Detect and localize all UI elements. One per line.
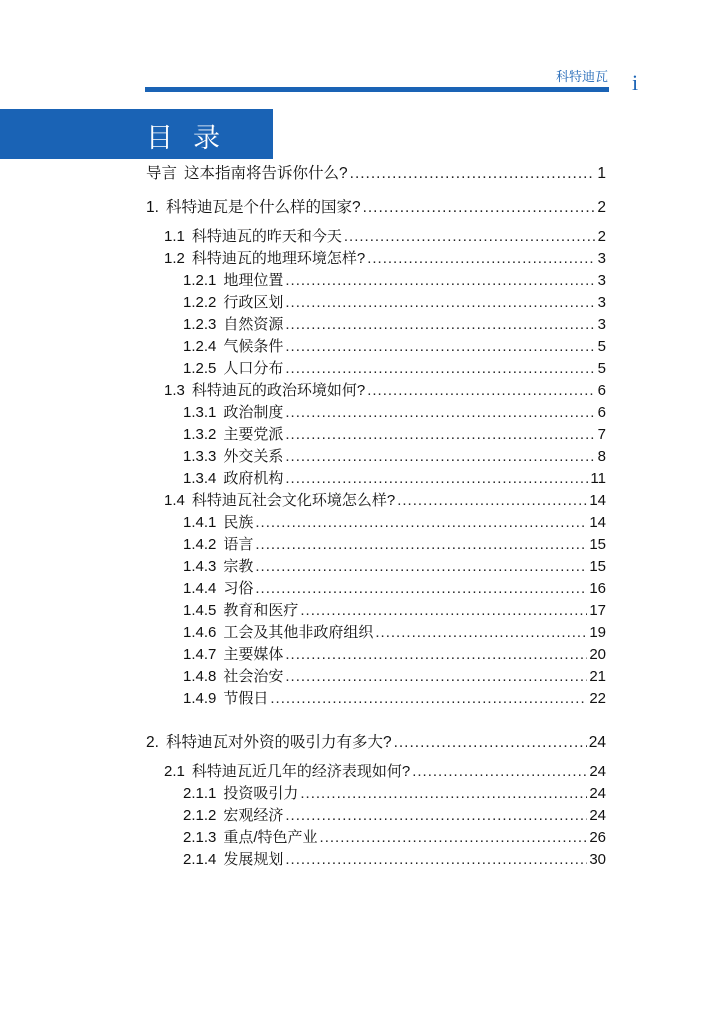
toc-entry-page: 7 [597, 426, 606, 443]
toc-entry-title: 工会及其他非政府组织 [223, 624, 374, 641]
toc-entry-page: 24 [589, 763, 606, 780]
toc-entry-page: 16 [589, 580, 606, 597]
toc-entry[interactable] [146, 336, 606, 358]
toc-leader-dots [285, 314, 595, 336]
toc-entry-number: 1. [146, 199, 159, 216]
toc-entry-title: 节假日 [223, 690, 269, 707]
toc-entry[interactable] [146, 644, 606, 666]
toc-leader-dots [375, 622, 587, 644]
toc-entry[interactable] [146, 761, 606, 783]
toc-entry-number: 1.4.7 [183, 646, 217, 663]
toc-entry-title: 宏观经济 [223, 807, 284, 824]
toc-entry-title: 这本指南将告诉你什么? [184, 165, 348, 182]
toc-leader-dots [412, 761, 587, 783]
toc-entry-title: 重点/特色产业 [223, 829, 318, 846]
toc-leader-dots [285, 468, 588, 490]
toc-entry[interactable] [146, 402, 606, 424]
toc-entry-page: 8 [597, 448, 606, 465]
toc-spacer [146, 219, 606, 226]
toc-entry-number: 2.1.4 [183, 851, 217, 868]
toc-leader-dots [397, 490, 587, 512]
toc-entry[interactable] [146, 578, 606, 600]
toc-entry[interactable] [146, 248, 606, 270]
toc-entry-title: 习俗 [223, 580, 254, 597]
toc-entry-number: 1.2.5 [183, 360, 217, 377]
toc-entry-number: 2.1.3 [183, 829, 217, 846]
toc-leader-dots [285, 358, 595, 380]
toc-entry-number: 1.4.1 [183, 514, 217, 531]
toc-entry-title: 政府机构 [223, 470, 284, 487]
toc-heading: 目录 [146, 123, 240, 153]
toc-entry[interactable] [146, 314, 606, 336]
toc-entry-number: 1.2 [164, 250, 185, 267]
toc-entry-page: 24 [589, 785, 606, 802]
toc-leader-dots [367, 248, 595, 270]
toc-leader-dots [255, 578, 587, 600]
toc-entry-title: 宗教 [223, 558, 254, 575]
toc-entry-page: 15 [589, 558, 606, 575]
toc-entry-page: 21 [589, 668, 606, 685]
toc-leader-dots [270, 688, 587, 710]
toc-entry-number: 1.4.8 [183, 668, 217, 685]
toc-leader-dots [255, 534, 587, 556]
toc-entry[interactable] [146, 380, 606, 402]
toc-entry-title: 投资吸引力 [223, 785, 299, 802]
toc-entry-title: 主要党派 [223, 426, 284, 443]
toc-entry-page: 3 [597, 272, 606, 289]
toc-entry-title: 科特迪瓦是个什么样的国家? [165, 199, 361, 216]
toc-entry-title: 教育和医疗 [223, 602, 299, 619]
toc-leader-dots [255, 512, 587, 534]
toc-entry[interactable] [146, 783, 606, 805]
toc-entry-number: 1.4.6 [183, 624, 217, 641]
toc-entry[interactable] [146, 292, 606, 314]
toc-entry[interactable] [146, 688, 606, 710]
toc-entry-number: 1.4 [164, 492, 185, 509]
toc-spacer [146, 185, 606, 197]
toc-entry-title: 民族 [223, 514, 254, 531]
toc-entry-page: 5 [597, 360, 606, 377]
toc-leader-dots [285, 424, 595, 446]
toc-entry-title: 发展规划 [223, 851, 284, 868]
toc-entry-number: 1.3.2 [183, 426, 217, 443]
toc-entry[interactable] [146, 358, 606, 380]
toc-entry-page: 14 [589, 492, 606, 509]
toc-entry[interactable] [146, 805, 606, 827]
toc-entry-title: 自然资源 [223, 316, 284, 333]
toc-spacer [146, 710, 606, 732]
toc-entry-title: 科特迪瓦的地理环境怎样? [191, 250, 366, 267]
toc-entry-title: 科特迪瓦社会文化环境怎么样? [191, 492, 396, 509]
toc-entry-title: 语言 [223, 536, 254, 553]
toc-entry-page: 20 [589, 646, 606, 663]
toc-entry-number: 1.4.4 [183, 580, 217, 597]
toc-leader-dots [367, 380, 595, 402]
toc-entry-page: 3 [597, 250, 606, 267]
toc-entry-page: 14 [589, 514, 606, 531]
toc-entry[interactable] [146, 732, 606, 754]
toc-entry-number: 1.4.5 [183, 602, 217, 619]
toc-entry-number: 1.4.9 [183, 690, 217, 707]
toc-leader-dots [285, 644, 587, 666]
toc-entry[interactable] [146, 556, 606, 578]
toc-entry-page: 6 [597, 382, 606, 399]
toc-leader-dots [350, 163, 596, 185]
toc-entry-title: 气候条件 [223, 338, 284, 355]
toc-entry-page: 1 [597, 165, 606, 182]
toc-entry-title: 人口分布 [223, 360, 284, 377]
toc-entry[interactable] [146, 446, 606, 468]
toc-entry-number: 1.4.3 [183, 558, 217, 575]
toc-entry-page: 3 [597, 294, 606, 311]
toc-leader-dots [285, 446, 595, 468]
toc-entry[interactable] [146, 512, 606, 534]
toc-entry-number: 1.3.4 [183, 470, 217, 487]
toc-entry-title: 科特迪瓦近几年的经济表现如何? [191, 763, 411, 780]
toc-entry-page: 15 [589, 536, 606, 553]
toc-entry[interactable] [146, 270, 606, 292]
toc-entry-title: 地理位置 [223, 272, 284, 289]
toc-entry-title: 科特迪瓦的昨天和今天 [191, 228, 342, 245]
toc-leader-dots [285, 292, 595, 314]
toc-leader-dots [285, 849, 587, 871]
toc-entry-title: 主要媒体 [223, 646, 284, 663]
toc-leader-dots [285, 402, 595, 424]
toc-entry-title: 社会治安 [223, 668, 284, 685]
toc-entry-page: 2 [597, 199, 606, 216]
toc-entry-number: 2.1.1 [183, 785, 217, 802]
table-of-contents [146, 163, 606, 871]
toc-leader-dots [320, 827, 588, 849]
header-rule [145, 87, 609, 92]
toc-leader-dots [300, 783, 587, 805]
toc-entry-page: 11 [590, 470, 606, 487]
toc-leader-dots [363, 197, 596, 219]
toc-entry-number: 1.2.4 [183, 338, 217, 355]
toc-entry-page: 17 [589, 602, 606, 619]
toc-leader-dots [285, 270, 595, 292]
toc-entry-page: 19 [589, 624, 606, 641]
toc-entry-page: 24 [588, 734, 606, 751]
toc-entry-title: 外交关系 [223, 448, 284, 465]
toc-entry[interactable] [146, 468, 606, 490]
toc-entry[interactable] [146, 666, 606, 688]
toc-entry[interactable] [146, 424, 606, 446]
toc-entry[interactable] [146, 490, 606, 512]
toc-leader-dots [255, 556, 587, 578]
toc-entry-page: 6 [597, 404, 606, 421]
toc-entry-page: 3 [597, 316, 606, 333]
toc-entry[interactable] [146, 849, 606, 871]
toc-spacer [146, 754, 606, 761]
toc-entry-page: 24 [589, 807, 606, 824]
toc-entry-title: 科特迪瓦的政治环境如何? [191, 382, 366, 399]
toc-entry-number: 1.3.3 [183, 448, 217, 465]
toc-entry-page: 2 [597, 228, 606, 245]
toc-entry[interactable] [146, 163, 606, 185]
toc-leader-dots [285, 666, 587, 688]
toc-entry-number: 1.4.2 [183, 536, 217, 553]
toc-entry-number: 1.2.3 [183, 316, 217, 333]
toc-entry[interactable] [146, 534, 606, 556]
toc-entry-title: 行政区划 [223, 294, 284, 311]
toc-entry-title: 科特迪瓦对外资的吸引力有多大? [165, 734, 392, 751]
toc-entry[interactable] [146, 827, 606, 849]
toc-entry-number: 1.2.2 [183, 294, 217, 311]
toc-entry-number: 2.1 [164, 763, 185, 780]
toc-leader-dots [394, 732, 587, 754]
toc-entry[interactable] [146, 600, 606, 622]
toc-entry[interactable] [146, 622, 606, 644]
toc-entry-number: 2.1.2 [183, 807, 217, 824]
toc-entry[interactable] [146, 197, 606, 219]
toc-entry-number: 2. [146, 734, 159, 751]
toc-entry-number: 1.3.1 [183, 404, 217, 421]
toc-entry-number: 1.1 [164, 228, 185, 245]
toc-entry-page: 5 [597, 338, 606, 355]
toc-leader-dots [285, 805, 587, 827]
toc-leader-dots [285, 336, 595, 358]
toc-leader-dots [344, 226, 596, 248]
toc-entry-number: 1.3 [164, 382, 185, 399]
toc-entry-number: 1.2.1 [183, 272, 217, 289]
toc-entry-number: 导言 [146, 165, 178, 182]
toc-entry-page: 30 [589, 851, 606, 868]
toc-entry[interactable] [146, 226, 606, 248]
toc-leader-dots [300, 600, 587, 622]
toc-entry-page: 26 [589, 829, 606, 846]
toc-entry-title: 政治制度 [223, 404, 284, 421]
toc-entry-page: 22 [589, 690, 606, 707]
running-header-title: 科特迪瓦 [555, 69, 608, 84]
page-number: i [632, 70, 639, 95]
